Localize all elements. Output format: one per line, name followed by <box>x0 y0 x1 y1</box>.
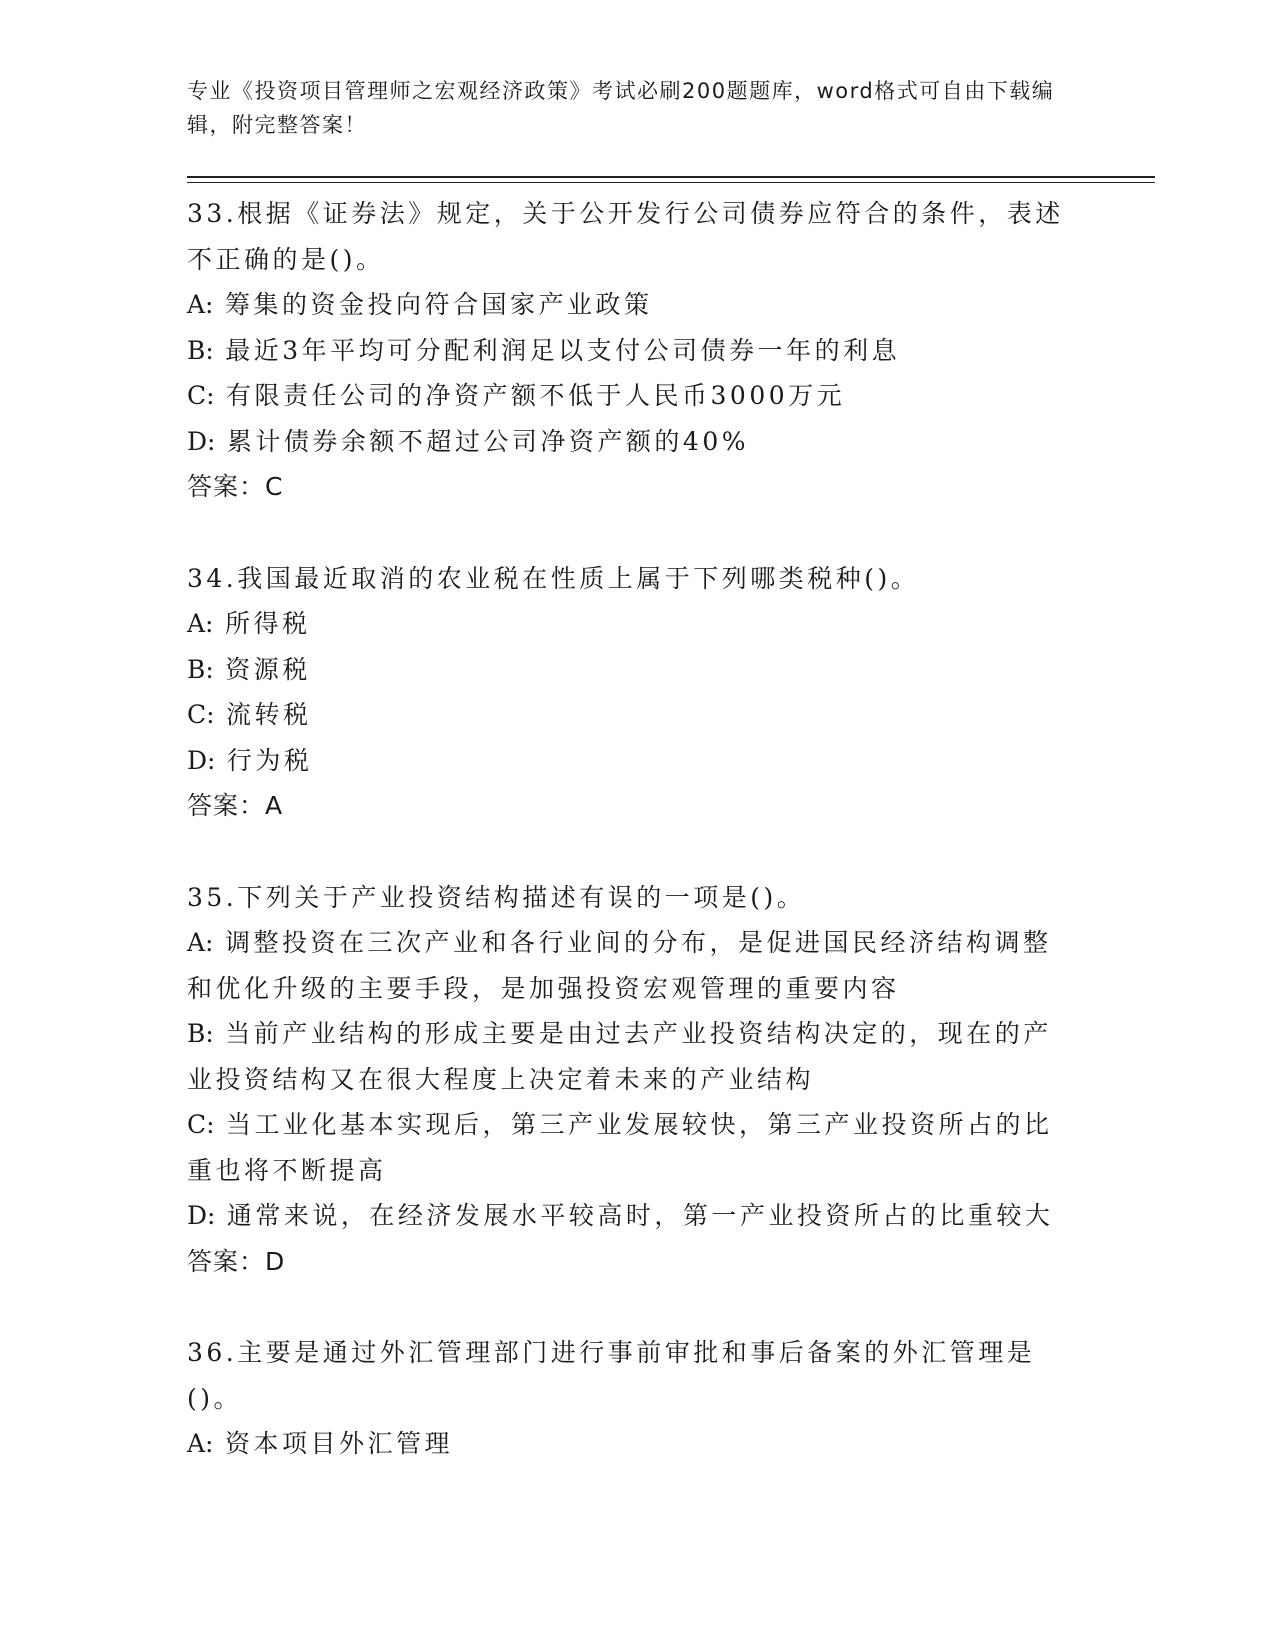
option-d <box>187 419 1067 465</box>
option-label: D: <box>187 1201 216 1230</box>
answer: 答案：A <box>187 791 284 820</box>
answer: 答案：D <box>187 1246 286 1276</box>
option-label: C: <box>187 700 215 729</box>
option-text: 流转税 <box>226 700 312 729</box>
option-a <box>187 1421 1067 1467</box>
option-text: 资源税 <box>225 654 311 684</box>
answer: 答案：C <box>187 472 284 501</box>
option-text: 筹集的资金投向符合国家产业政策 <box>224 290 653 319</box>
option-label: B: <box>187 1019 214 1048</box>
option-label: B: <box>187 654 214 684</box>
option-label: C: <box>187 1110 215 1139</box>
option-c <box>187 692 1067 738</box>
option-text: 当工业化基本实现后，第三产业发展较快，第三产业投资所占的比重也将不断提高 <box>187 1110 1053 1185</box>
option-text: 当前产业结构的形成主要是由过去产业投资结构决定的，现在的产业投资结构又在很大程度上决定着未来的产业结构 <box>187 1019 1052 1094</box>
option-text: 最近3年平均可分配利润足以支付公司债券一年的利息 <box>225 335 901 365</box>
option-label: C: <box>187 381 215 410</box>
option-a <box>187 601 1067 647</box>
header-divider-thin <box>187 182 1155 183</box>
option-text: 有限责任公司的净资产额不低于人民币3000万元 <box>226 381 846 410</box>
option-c <box>187 373 1067 419</box>
option-a <box>187 282 1067 328</box>
option-label: A: <box>187 928 214 957</box>
option-d <box>187 1193 1067 1239</box>
option-text: 行为税 <box>226 745 313 775</box>
option-label: A: <box>187 290 214 319</box>
option-c <box>187 1102 1067 1193</box>
option-label: A: <box>187 1429 214 1458</box>
option-label: D: <box>187 426 216 456</box>
question-33 <box>187 191 1067 510</box>
question-stem: 36.主要是通过外汇管理部门进行事前审批和事后备案的外汇管理是()。 <box>187 1338 1036 1413</box>
question-stem: 33.根据《证券法》规定，关于公开发行公司债券应符合的条件，表述不正确的是()。 <box>187 199 1064 274</box>
document-header: 专业《投资项目管理师之宏观经济政策》考试必刷200题题库，word格式可自由下载编辑，附完整答案！ <box>187 79 1055 137</box>
option-text: 累计债券余额不超过公司净资产额的40% <box>226 426 749 456</box>
option-a <box>187 920 1067 1011</box>
header-divider-thick <box>187 176 1155 178</box>
option-label: D: <box>187 745 216 775</box>
option-b <box>187 647 1067 693</box>
question-34 <box>187 556 1067 829</box>
option-label: A: <box>187 609 214 638</box>
question-stem: 35.下列关于产业投资结构描述有误的一项是()。 <box>187 882 806 912</box>
option-b <box>187 328 1067 374</box>
option-b <box>187 1011 1067 1102</box>
option-text: 通常来说，在经济发展水平较高时，第一产业投资所占的比重较大 <box>226 1201 1054 1230</box>
question-36 <box>187 1330 1067 1467</box>
option-d <box>187 738 1067 784</box>
option-text: 所得税 <box>224 609 311 638</box>
option-text: 资本项目外汇管理 <box>224 1429 453 1458</box>
option-text: 调整投资在三次产业和各行业间的分布，是促进国民经济结构调整和优化升级的主要手段，是加强投资宏观管理的重要内容 <box>187 928 1052 1003</box>
option-label: B: <box>187 335 214 365</box>
question-stem: 34.我国最近取消的农业税在性质上属于下列哪类税种()。 <box>187 563 920 593</box>
question-35 <box>187 875 1067 1285</box>
question-list <box>187 191 1067 1513</box>
